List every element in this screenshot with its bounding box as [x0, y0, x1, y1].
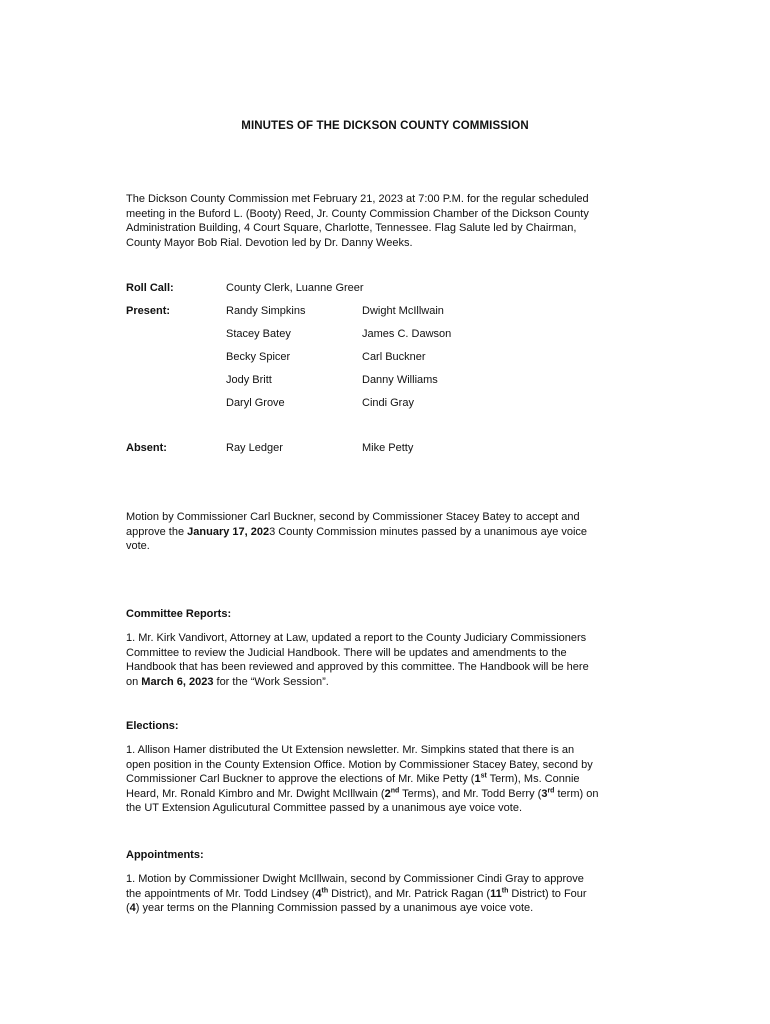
intro-paragraph	[126, 192, 656, 250]
roll-call-value: County Clerk, Luanne Greer	[226, 282, 364, 294]
present-name: Dwight McIllwain	[362, 305, 444, 317]
committee-paragraph	[126, 631, 656, 689]
motion-line: Motion by Commissioner Carl Buckner, second by Commissioner Stacey Batey to accept and	[126, 511, 580, 523]
elections-line: Commissioner Carl Buckner to approve the elections of Mr. Mike Petty (1st Term), Ms. Connie	[126, 772, 580, 786]
appointments-heading: Appointments:	[126, 849, 204, 861]
intro-line: County Mayor Bob Rial. Devotion led by Dr. Danny Weeks.	[126, 236, 413, 249]
intro-line: Administration Building, 4 Court Square, Charlotte, Tennessee. Flag Salute led by Chairman,	[126, 222, 577, 235]
present-name: James C. Dawson	[362, 328, 452, 340]
page-title: MINUTES OF THE DICKSON COUNTY COMMISSION	[241, 120, 529, 132]
elections-line: open position in the County Extension Office. Motion by Commissioner Stacey Batey, second by	[126, 758, 593, 771]
roll-call-label: Roll Call:	[126, 282, 174, 294]
appointments-line: (4) year terms on the Planning Commission passed by a unanimous aye voice vote.	[126, 902, 534, 915]
present-name: Stacey Batey	[226, 328, 291, 340]
motion-line: approve the January 17, 2023 County Commission minutes passed by a unanimous aye voice	[126, 525, 588, 538]
present-name: Jody Britt	[226, 374, 272, 386]
present-name: Daryl Grove	[226, 397, 285, 409]
committee-line: 1. Mr. Kirk Vandivort, Attorney at Law, updated a report to the County Judiciary Commissioners	[126, 632, 587, 644]
elections-line: Heard, Mr. Ronald Kimbro and Mr. Dwight McIllwain (2nd Terms), and Mr. Todd Berry (3rd term) on	[126, 787, 599, 800]
motion-line: vote.	[126, 540, 150, 553]
present-name: Danny Williams	[362, 374, 438, 386]
present-name: Becky Spicer	[226, 351, 291, 363]
absent-name: Mike Petty	[362, 442, 414, 454]
appointments-line: 1. Motion by Commissioner Dwight McIllwain, second by Commissioner Cindi Gray to approve	[126, 873, 584, 885]
appointments-line: the appointments of Mr. Todd Lindsey (4th District), and Mr. Patrick Ragan (11th District) to Four	[126, 886, 587, 900]
motion-paragraph	[126, 510, 656, 554]
absent-name: Ray Ledger	[226, 442, 283, 454]
elections-line: the UT Extension Agulicutural Committee passed by a unanimous aye voice vote.	[126, 802, 523, 815]
absent-label: Absent:	[126, 442, 167, 454]
intro-line: The Dickson County Commission met February 21, 2023 at 7:00 P.M. for the regular scheduled	[126, 193, 589, 205]
intro-line: meeting in the Buford L. (Booty) Reed, Jr. County Commission Chamber of the Dickson County	[126, 207, 589, 220]
present-name: Cindi Gray	[362, 397, 414, 409]
elections-paragraph	[126, 743, 656, 816]
committee-heading: Committee Reports:	[126, 608, 232, 620]
appointments-paragraph	[126, 872, 656, 916]
present-label: Present:	[126, 305, 171, 317]
committee-line: Committee to review the Judicial Handbook. There will be updates and amendments to the	[126, 646, 567, 659]
elections-heading: Elections:	[126, 720, 179, 732]
elections-line: 1. Allison Hamer distributed the Ut Extension newsletter. Mr. Simpkins stated that there is an	[126, 744, 575, 756]
committee-line: on March 6, 2023 for the “Work Session”.	[126, 675, 329, 688]
present-name: Carl Buckner	[362, 351, 426, 363]
committee-line: Handbook that has been reviewed and approved by this committee. The Handbook will be here	[126, 661, 589, 674]
present-name: Randy Simpkins	[226, 305, 306, 317]
